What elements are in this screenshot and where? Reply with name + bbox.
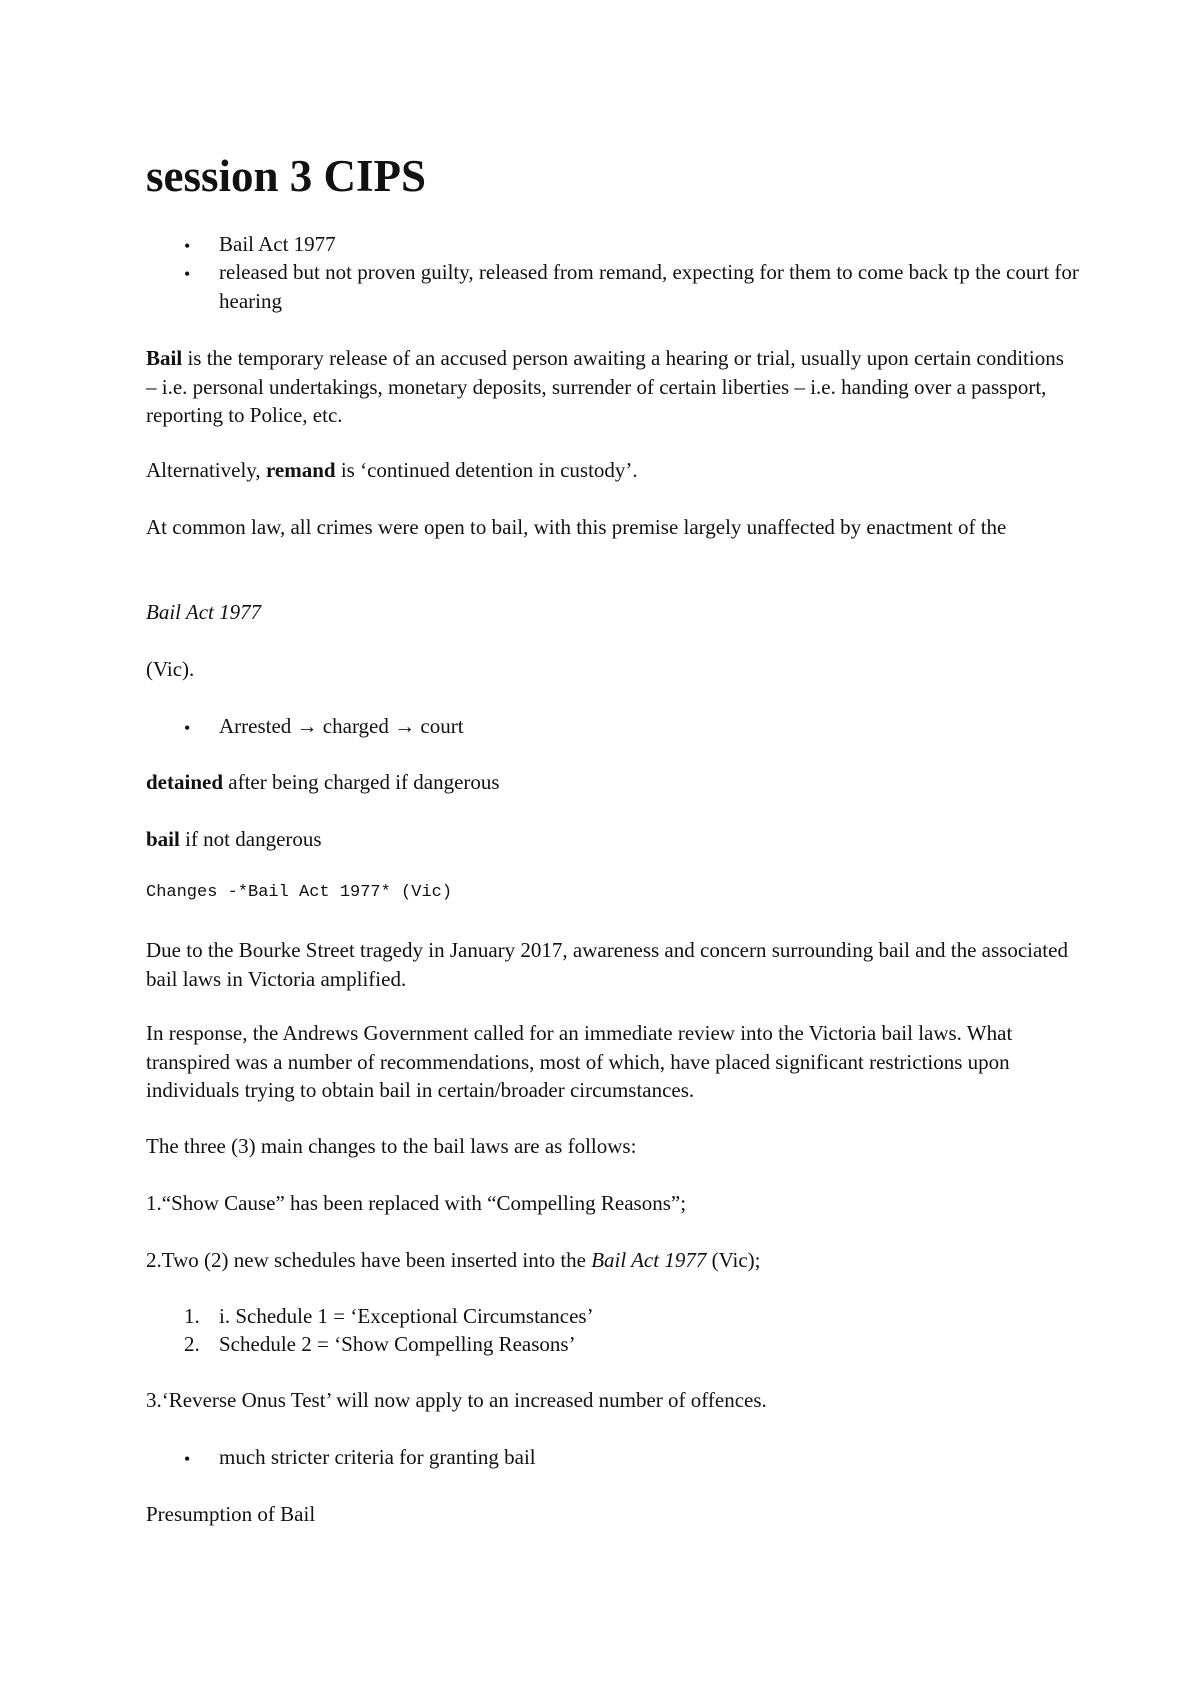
response-paragraph: In response, the Andrews Government called for an immediate review into the Victoria bail laws. What transpired was a number of recommendations, most of which, have placed significant restrictions upon individuals trying to obtain bail in certain/broader circumstances. [146,1021,1013,1102]
remand-post-text: is ‘continued detention in custody’. [335,458,638,482]
change-2-act: Bail Act 1977 [591,1248,707,1272]
bail-if-term: bail [146,827,180,851]
detained-term: detained [146,770,224,794]
bail-definition-text: is the temporary release of an accused person awaiting a hearing or trial, usually upon certain conditions – i.e. personal undertakings, monetary deposits, surrender of certain liberties – i.e. handing over a passport, reporting to Police, etc. [146,346,1064,427]
list-number: 2. [184,1332,200,1356]
schedule-list-item: i. Schedule 1 = ‘Exceptional Circumstances’ [219,1304,594,1328]
changes-code-heading: Changes -*Bail Act 1977* (Vic) [146,883,453,902]
remand-pre-text: Alternatively, [146,458,266,482]
bail-if-paragraph [146,825,1076,854]
change-2-post: (Vic); [706,1248,761,1272]
change-2-paragraph [146,1246,1076,1275]
bail-if-text: if not dangerous [179,827,322,851]
page-title: session 3 CIPS [146,151,427,201]
change-2-pre: 2.Two (2) new schedules have been inserted into the [146,1248,592,1272]
process-list-item: Arrested → charged → court [219,714,464,738]
detained-paragraph [146,768,1076,797]
bullet-icon: • [184,718,191,738]
stricter-list-item: much stricter criteria for granting bail [219,1445,536,1469]
three-changes-paragraph: The three (3) main changes to the bail laws are as follows: [146,1134,637,1158]
remand-paragraph [146,456,1076,485]
bullet-icon: • [184,1449,191,1469]
detained-text: after being charged if dangerous [223,770,500,794]
list-number: 1. [184,1304,200,1328]
act-title-paragraph [146,598,1076,627]
act-title: Bail Act 1977 [146,600,262,624]
list-item: Bail Act 1977 [219,232,336,256]
list-item: released but not proven guilty, released from remand, expecting for them to come back tp the court for hearing [219,260,1079,313]
remand-term: remand [265,458,336,482]
bail-term: Bail [146,346,183,370]
common-law-paragraph: At common law, all crimes were open to bail, with this premise largely unaffected by enactment of the [146,515,1007,539]
presumption-heading: Presumption of Bail [146,1502,316,1526]
change-1-paragraph: 1.“Show Cause” has been replaced with “Compelling Reasons”; [146,1191,687,1215]
change-3-paragraph: 3.‘Reverse Onus Test’ will now apply to an increased number of offences. [146,1388,767,1412]
bullet-icon: • [184,236,191,256]
schedule-list-item: Schedule 2 = ‘Show Compelling Reasons’ [219,1332,576,1356]
bullet-icon: • [184,264,191,284]
bourke-paragraph: Due to the Bourke Street tragedy in January 2017, awareness and concern surrounding bail and the associated bail laws in Victoria amplified. [146,938,1068,991]
vic-paragraph: (Vic). [146,657,195,681]
bail-definition-paragraph [146,344,1076,430]
